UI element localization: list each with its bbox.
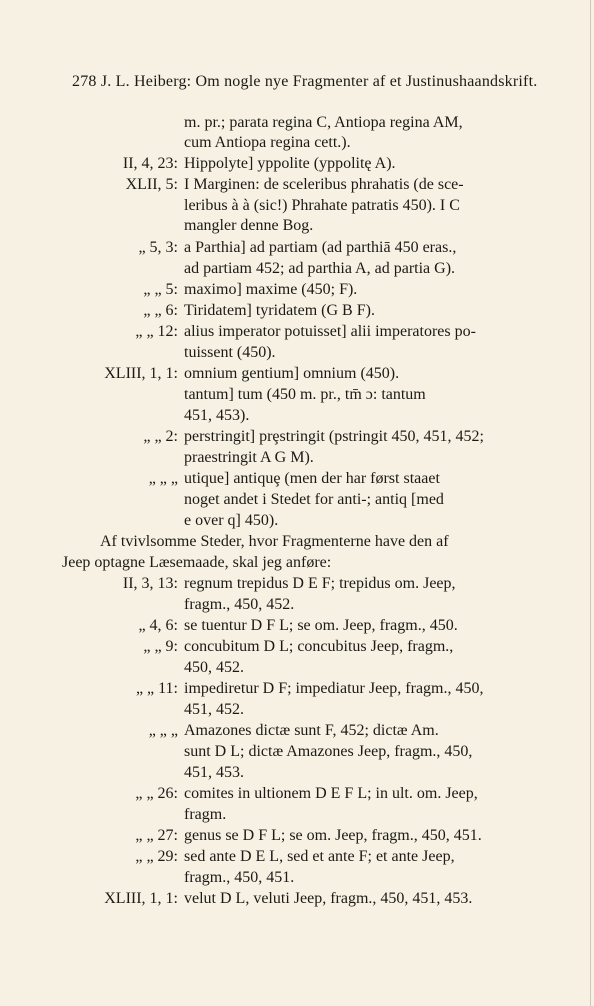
text-line: noget andet i Stedet for anti-; antiq [med <box>184 491 444 508</box>
paragraph-line: Jeep optagne Læsemaade, skal jeg anføre: <box>62 554 332 571</box>
reference: „ „ 11: <box>135 680 178 697</box>
reference: „ „ „ <box>148 470 178 487</box>
text-line: sunt D L; dictæ Amazones Jeep, fragm., 450, <box>184 743 473 760</box>
text-line: fragm., 450, 451. <box>184 869 295 886</box>
text-line: tantum] tum (450 m. pr., tm̄ ɔ: tantum <box>184 386 426 403</box>
running-title: J. L. Heiberg: Om nogle nye Fragmenter af et Justinushaandskrift. <box>100 73 538 90</box>
reference: XLIII, 1, 1: <box>104 890 178 907</box>
text-line: tuissent (450). <box>184 344 276 361</box>
text-line: comites in ultionem D E F L; in ult. om. Jeep, <box>184 785 478 802</box>
reference: XLIII, 1, 1: <box>104 365 178 382</box>
reference: II, 3, 13: <box>122 575 178 592</box>
text-line: 451, 453. <box>184 764 244 781</box>
reference: „ 5, 3: <box>138 239 178 256</box>
text-line: concubitum D L; concubitus Jeep, fragm., <box>184 638 454 655</box>
page-number: 278 <box>72 73 97 90</box>
text-line: cum Antiopa regina cett.). <box>184 134 351 151</box>
reference: „ „ 12: <box>135 323 178 340</box>
reference: „ „ „ <box>148 722 178 739</box>
text-line: maximo] maxime (450; F). <box>184 281 358 298</box>
text-line: ad partiam 452; ad parthia A, ad partia G). <box>184 260 456 277</box>
text-line: praestringit A G M). <box>184 449 314 466</box>
running-header <box>72 73 537 91</box>
reference: „ „ 5: <box>143 281 178 298</box>
paragraph-line: Af tvivlsomme Steder, hvor Fragmenterne have den af <box>100 533 449 550</box>
text-line: impediretur D F; impediatur Jeep, fragm., 450, <box>184 680 484 697</box>
reference: „ „ 27: <box>135 827 178 844</box>
text-line: velut D L, veluti Jeep, fragm., 450, 451, 453. <box>184 890 473 907</box>
reference: „ 4, 6: <box>138 617 178 634</box>
text-line: sed ante D E L, sed et ante F; et ante Jeep, <box>184 848 455 865</box>
text-line: Tiridatem] tyridatem (G B F). <box>184 302 375 319</box>
reference: „ „ 26: <box>135 785 178 802</box>
text-line: perstringit] prȩstringit (pstringit 450, 451, 452; <box>184 428 484 445</box>
text-line: 451, 453). <box>184 407 250 424</box>
text-line: fragm. <box>184 806 227 823</box>
text-line: genus se D F L; se om. Jeep, fragm., 450, 451. <box>184 827 482 844</box>
text-line: I Marginen: de sceleribus phrahatis (de sce- <box>184 176 464 193</box>
text-line: 450, 452. <box>184 659 244 676</box>
text-line: regnum trepidus D E F; trepidus om. Jeep, <box>184 575 456 592</box>
text-line: leribus à à (sic!) Phrahate patratis 450). I C <box>184 197 460 214</box>
text-line: m. pr.; parata regina C, Antiopa regina AM, <box>184 114 463 131</box>
reference: „ „ 2: <box>143 428 178 445</box>
text-line: omnium gentium] omnium (450). <box>184 365 400 382</box>
text-line: mangler denne Bog. <box>184 217 314 234</box>
text-line: se tuentur D F L; se om. Jeep, fragm., 450. <box>184 617 458 634</box>
text-line: Amazones dictæ sunt F, 452; dictæ Am. <box>184 722 439 739</box>
text-line: a Parthia] ad partiam (ad parthiā 450 eras., <box>184 239 457 256</box>
page-edge <box>590 0 591 1006</box>
reference: „ „ 9: <box>143 638 178 655</box>
reference: II, 4, 23: <box>122 155 178 172</box>
text-line: e over q] 450). <box>184 512 279 529</box>
text-line: utique] antiquȩ (men der har først staaet <box>184 470 440 487</box>
reference: „ „ 6: <box>143 302 178 319</box>
text-line: 451, 452. <box>184 701 244 718</box>
text-line: fragm., 450, 452. <box>184 596 295 613</box>
text-line: alius imperator potuisset] alii imperatores po- <box>184 323 476 340</box>
reference: XLII, 5: <box>125 176 178 193</box>
text-line: Hippolyte] yppolite (yppolitę A). <box>184 155 396 172</box>
reference: „ „ 29: <box>135 848 178 865</box>
